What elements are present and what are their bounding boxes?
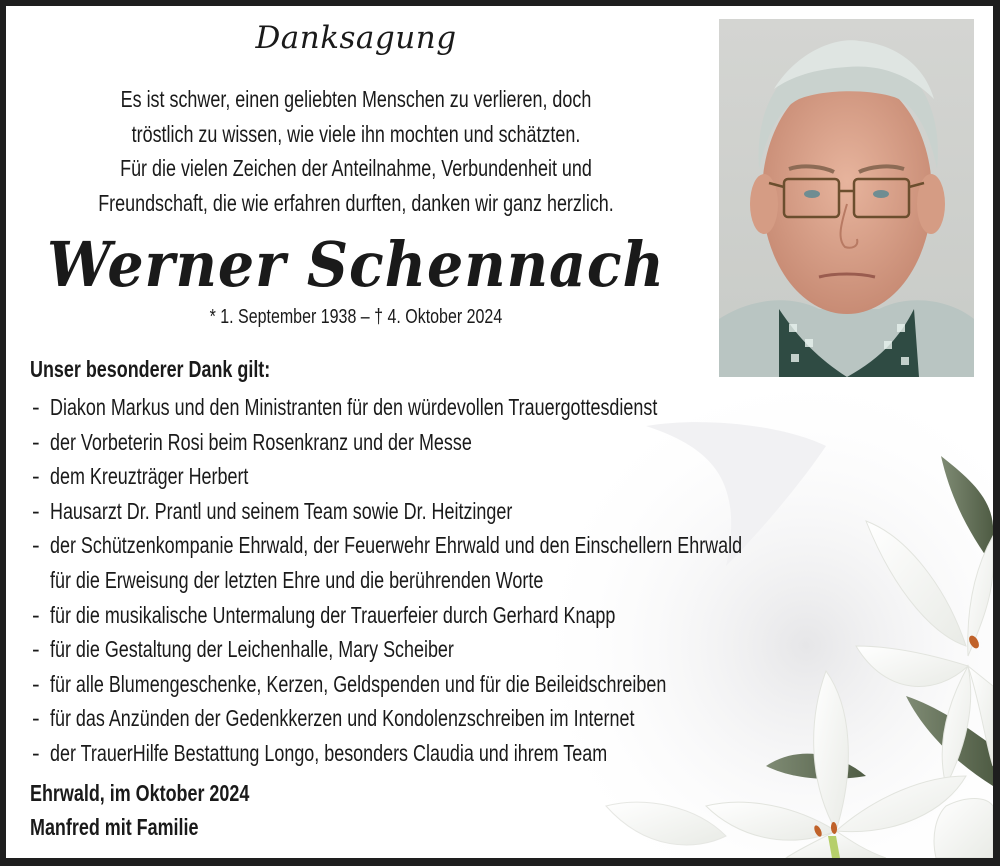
life-dates-text: * 1. September 1938 – † 4. Oktober 2024	[209, 306, 503, 328]
list-dash: -	[32, 705, 40, 732]
life-dates	[6, 306, 706, 329]
thanks-item-text: der Vorbeterin Rosi beim Rosenkranz und der Messe	[50, 428, 472, 455]
intro-line: tröstlich zu wissen, wie viele ihn mochten und schätzten.	[131, 120, 581, 147]
notice-heading: Danksagung	[255, 20, 457, 56]
intro-line: Für die vielen Zeichen der Anteilnahme, Verbundenheit und	[120, 155, 592, 181]
intro-line: Es ist schwer, einen geliebten Menschen zu verlieren, doch	[120, 86, 592, 112]
list-dash: -	[32, 497, 40, 524]
thanks-item	[30, 390, 930, 425]
thanks-item-text: für alle Blumengeschenke, Kerzen, Geldspenden und für die Beileidschreiben	[50, 670, 667, 697]
thanks-item	[30, 736, 930, 771]
thanks-item-text: der TrauerHilfe Bestattung Longo, besonders Claudia und ihrem Team	[50, 739, 608, 766]
thanks-item	[30, 667, 930, 702]
thanks-item	[30, 459, 930, 494]
portrait-icon	[719, 19, 974, 377]
signature: Manfred mit Familie	[30, 814, 199, 840]
notice-footer	[30, 776, 311, 844]
list-dash: -	[32, 636, 40, 663]
obituary-card	[6, 6, 993, 858]
list-dash: -	[32, 739, 40, 766]
thanks-item-text: für die musikalische Untermalung der Trauerfeier durch Gerhard Knapp	[50, 601, 616, 628]
list-dash: -	[32, 532, 40, 559]
list-dash: -	[32, 670, 40, 697]
thanks-item	[30, 528, 930, 563]
place-date: Ehrwald, im Oktober 2024	[30, 780, 250, 806]
portrait-photo	[719, 19, 974, 377]
thanks-item-text: dem Kreuzträger Herbert	[50, 463, 249, 490]
thanks-list	[30, 390, 930, 771]
list-dash: -	[32, 463, 40, 490]
thanks-item-text: für die Gestaltung der Leichenhalle, Mary Scheiber	[50, 636, 454, 663]
thanks-item-text: Diakon Markus und den Ministranten für den würdevollen Trauergottesdienst	[50, 394, 658, 420]
thanks-item-text: der Schützenkompanie Ehrwald, der Feuerwehr Ehrwald und den Einschellern Ehrwald	[50, 532, 743, 559]
list-dash: -	[32, 394, 40, 420]
intro-text	[6, 82, 706, 220]
thanks-item-continuation	[30, 563, 930, 598]
list-dash: -	[32, 601, 40, 628]
thanks-item	[30, 598, 930, 633]
deceased-name: Werner Schennach	[47, 228, 665, 301]
intro-line: Freundschaft, die wie erfahren durften, danken wir ganz herzlich.	[98, 189, 614, 216]
thanks-heading: Unser besonderer Dank gilt:	[30, 356, 271, 382]
thanks-item-text: Hausarzt Dr. Prantl und seinem Team sowie Dr. Heitzinger	[50, 497, 513, 524]
thanks-item	[30, 494, 930, 529]
thanks-item-text: für das Anzünden der Gedenkkerzen und Kondolenzschreiben im Internet	[50, 705, 635, 732]
thanks-item-text: für die Erweisung der letzten Ehre und die berührenden Worte	[50, 566, 544, 593]
list-dash: -	[32, 428, 40, 455]
thanks-item	[30, 701, 930, 736]
thanks-item	[30, 425, 930, 460]
thanks-item	[30, 632, 930, 667]
